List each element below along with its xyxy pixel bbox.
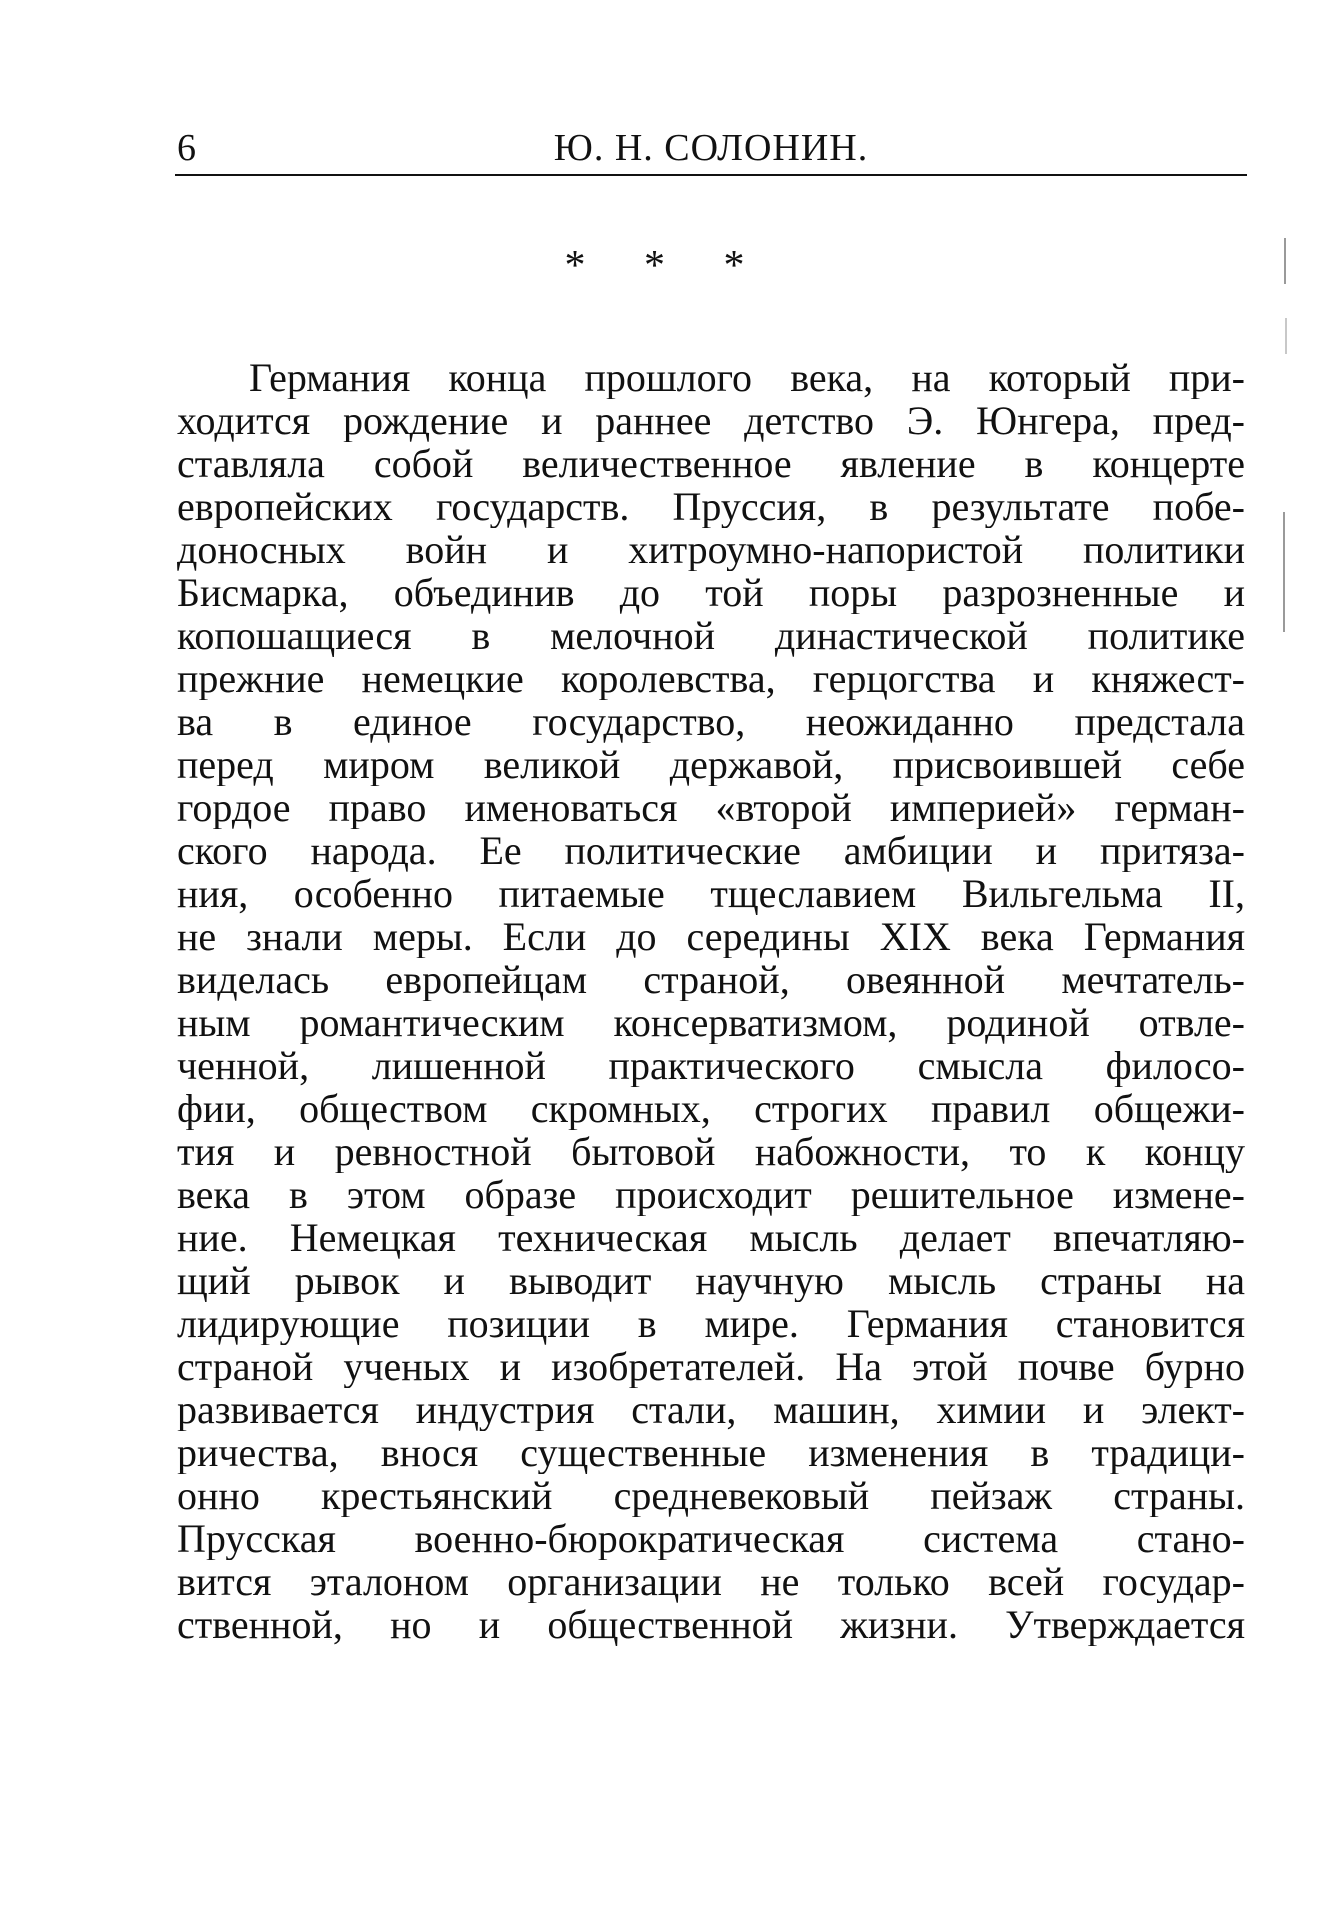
text-line: гордое право именоваться «второй империей» герман- (177, 786, 1245, 829)
text-line: фии, обществом скромных, строгих правил общежи- (177, 1087, 1245, 1130)
text-line: европейских государств. Пруссия, в результате побе- (177, 485, 1245, 528)
text-line: ным романтическим консерватизмом, родиной отвле- (177, 1001, 1245, 1044)
text-line: перед миром великой державой, присвоившей себе (177, 743, 1245, 786)
text-line: Германия конца прошлого века, на который при- (249, 356, 1245, 399)
running-title: Ю. Н. СОЛОНИН. (553, 127, 869, 169)
text-line: страной ученых и изобретателей. На этой почве бурно (177, 1345, 1245, 1388)
text-line: ходится рождение и раннее детство Э. Юнгера, пред- (177, 399, 1245, 442)
text-line: ния, особенно питаемые тщеславием Вильгельма II, (177, 872, 1245, 915)
page-number: 6 (177, 127, 196, 169)
text-line: не знали меры. Если до середины XIX века Германия (177, 915, 1245, 958)
text-line: доносных войн и хитроумно-напористой политики (177, 528, 1245, 571)
text-line: онно крестьянский средневековый пейзаж страны. (177, 1474, 1245, 1517)
text-line: Прусская военно-бюрократическая система стано- (177, 1517, 1245, 1560)
scan-margin-mark (1283, 512, 1285, 632)
text-line: ричества, внося существенные изменения в традици- (177, 1431, 1245, 1474)
text-line: ского народа. Ее политические амбиции и притяза- (177, 829, 1245, 872)
text-line: развивается индустрия стали, машин, химии и элект- (177, 1388, 1245, 1431)
text-line: копошащиеся в мелочной династической политике (177, 614, 1245, 657)
text-line: ва в единое государство, неожиданно предстала (177, 700, 1245, 743)
text-line: тия и ревностной бытовой набожности, то к концу (177, 1130, 1245, 1173)
text-line: ставляла собой величественное явление в концерте (177, 442, 1245, 485)
text-line: века в этом образе происходит решительное измене- (177, 1173, 1245, 1216)
running-head (175, 122, 1247, 176)
text-line: ственной, но и общественной жизни. Утверждается (177, 1603, 1245, 1646)
text-line: прежние немецкие королевства, герцогства и княжест- (177, 657, 1245, 700)
scan-margin-mark (1285, 318, 1287, 354)
text-line: вится эталоном организации не только всей государ- (177, 1560, 1245, 1603)
scan-margin-mark (1284, 238, 1286, 284)
text-line: лидирующие позиции в мире. Германия становится (177, 1302, 1245, 1345)
text-line: ние. Немецкая техническая мысль делает впечатляю- (177, 1216, 1245, 1259)
section-asterisks: * * * (564, 243, 769, 289)
text-line: виделась европейцам страной, овеянной мечтатель- (177, 958, 1245, 1001)
body-paragraph (177, 356, 1245, 1646)
text-line: ченной, лишенной практического смысла филосо- (177, 1044, 1245, 1087)
text-line: щий рывок и выводит научную мысль страны на (177, 1259, 1245, 1302)
text-line: Бисмарка, объединив до той поры разрозненные и (177, 571, 1245, 614)
